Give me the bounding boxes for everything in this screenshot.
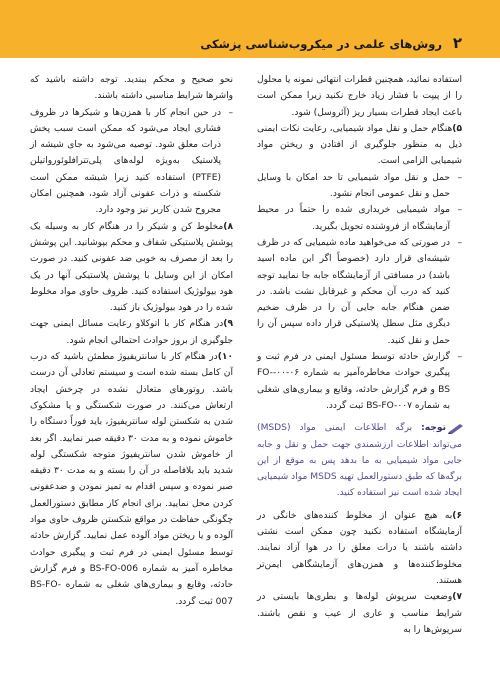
numbered-paragraph-10 — [30, 349, 233, 610]
paragraph-text: در هنگام کار با اتوکلاو رعایت مسائل ایمنی جهت جلوگیری از بروز حوادث احتمالی انجام شود. — [30, 319, 233, 346]
item-number: ۷) — [452, 592, 462, 603]
note-title: توجه: — [421, 423, 446, 434]
paragraph: استفاده نمائید، همچنین قطرات انتهائی نمونه یا محلول را از پیپت با فشار زیاد خارج نکنید زیرا ممکن است باعث ایجاد قطرات بسیار ریز (آئروسل) شود. — [257, 75, 462, 118]
item-number: ۵) — [452, 123, 462, 134]
item-number: ۶) — [452, 510, 462, 521]
bullet-item — [257, 170, 462, 203]
left-column — [30, 72, 233, 610]
bullet-item — [30, 105, 233, 219]
dash-icon: – — [457, 352, 462, 363]
numbered-paragraph-7 — [257, 589, 462, 638]
dash-icon: – — [457, 237, 462, 248]
bullet-text: مواد شیمیایی خریداری شده را حتماً در محیط آزمایشگاه از فروشنده تحویل بگیرید. — [257, 205, 450, 232]
numbered-paragraph-8 — [30, 219, 233, 317]
page-header — [0, 0, 500, 58]
bullet-item — [257, 202, 462, 235]
page-number: ۲ — [452, 34, 462, 52]
dash-icon: – — [457, 172, 462, 183]
header-title: روش‌های علمی در میکروب‌شناسی پزشکی — [200, 37, 442, 51]
paragraph: نحو صحیح و محکم ببندید. توجه داشته باشید که واشرها شرایط مناسبی داشته باشند. — [30, 75, 233, 102]
bullet-item — [257, 235, 462, 349]
bullet-item — [257, 349, 462, 414]
paragraph-text: در هنگام کار با سانتریفیوژ مطمئن باشید که درب آن کامل بسته شده است و سیستم تعادلی آن درست باشد. روتورهای متعادل نشده در چرخش ایجاد ارتعاش می‌کنند. در صورت شکستگی و یا مشکوک شدن به شکستن لوله سانتریفیوژ، باید فوراً دستگاه را خاموش نموده و به مدت ۳۰ دقیقه صبر نمایید. اگر بعد از خاموش شدن سانتریفیوژ متوجه شکستگی لوله شدید باید بلافاصله در آن را بسته و به مدت ۳۰ دقیقه صبر نموده و سپس اقدام به تمیز نمودن و ضدعفونی کردن محل نمایید. برای انجام کار مطابق دستورالعمل چگونگی حفاظت در مواقع شکستن ظروف حاوی مواد آلوده و یا ریختن مواد آلوده عمل نمایید. گزارش حادثه توسط مسئول ایمنی در فرم ثبت و پیگیری حوادث مخاطره آمیز به شماره BS-FO-006 و فرم گزارش حادثه، وقایع و بیماری‌های شغلی به شماره BS-FO-007 ثبت گردد. — [30, 352, 233, 607]
numbered-paragraph-5 — [257, 121, 462, 170]
bullet-text: گزارش حادثه توسط مسئول ایمنی در فرم ثبت و پیگیری حوادث مخاطره‌آمیز به شماره ۰۶-۰۰-FO-BS و فرم گزارش حادثه، وقایع و بیماری‌های شغلی به شماره BS-FO-۰۰۷ ثبت گردد. — [257, 352, 450, 411]
item-number: ۸) — [223, 221, 233, 232]
dash-icon: – — [457, 205, 462, 216]
dash-icon: – — [228, 107, 233, 118]
bullet-text: در صورتی که می‌خواهید ماده شیمیایی که در ظرف شیشه‌ای قرار دارد (خصوصاً اگر این ماده اسید باشد) در مسافتی از آزمایشگاه جابه جا نمایید توجه کنید که درب آن محکم و غیرقابل نشت باشد. در ضمن هنگام جابه جایی آن را در ظرف ضخیم دیگری مثل سطل پلاستیکی قرار داده سپس آن را حمل و نقل کنید. — [257, 237, 450, 346]
note-box — [257, 420, 462, 501]
numbered-paragraph-6 — [257, 508, 462, 589]
item-number: ۱۰) — [217, 352, 233, 363]
pencil-icon — [448, 422, 464, 434]
paragraph-text: به هیچ عنوان از مخلوط کننده‌های خانگی در آزمایشگاه استفاده نکنید چون ممکن است نشتی داشته باشند یا درات معلق را در هوا آزاد نمایند. مخلوط‌کننده‌ها و همزن‌های آزمایشگاهی ایمن‌تر هستند. — [257, 510, 462, 586]
paragraph-text: هنگام حمل و نقل مواد شیمیایی، رعایت نکات ایمنی ذیل به منظور جلوگیری از افتادن و ریختن مواد شیمیایی الزامی است. — [257, 123, 462, 167]
bullet-text: در حین انجام کار با همزن‌ها و شیکرها در ظروف فشاری ایجاد می‌شود که ممکن است سبب پخش ذرات معلق شود. توصیه می‌شود به جای شیشه از پلاستیک به‌ویژه لوله‌های پلی‌تترافلوئورواتیلن (PTFE) استفاده کنید زیرا شیشه ممکن است شکسته و ذرات عفونی آزاد شود، همچنین امکان مجروح شدن کاربر نیز وجود دارد. — [30, 107, 221, 216]
numbered-paragraph-9 — [30, 316, 233, 349]
item-number: ۹) — [223, 319, 233, 330]
note-text: برگه اطلاعات ایمنی مواد (MSDS) می‌تواند اطلاعات ارزشمندی جهت حمل و نقل و جابه جایی مواد شیمیایی به ما بدهد پس به موقع از این برگه‌ها که طبق دستورالعمل تهیه MSDS مواد شیمیایی ایجاد شده است نیز استفاده کنید. — [257, 423, 462, 499]
right-column — [257, 72, 462, 638]
bullet-text: حمل و نقل مواد شیمیایی تا حد امکان با وسایل حمل و نقل عمومی انجام نشود. — [257, 172, 450, 200]
paragraph-text: وضعیت سرپوش لوله‌ها و بطری‌ها بایستی در شرایط مناسب و عاری از عیب و نقص باشند. سرپوش‌ها را به — [257, 592, 462, 635]
paragraph-text: مخلوط کن و شیکر را در هنگام کار به وسیله یک پوشش پلاستیکی شفاف و محکم بپوشانید. این پوشش را بعد از مصرف به خوبی ضد عفونی کنید. در صورت امکان از این وسایل با پوشش پلاستیکی آنها در یک هود بیولوژیک استفاده کنید. ظروف حاوی مواد مخلوط شده را در هود بیولوژیک باز کنید. — [30, 221, 233, 314]
